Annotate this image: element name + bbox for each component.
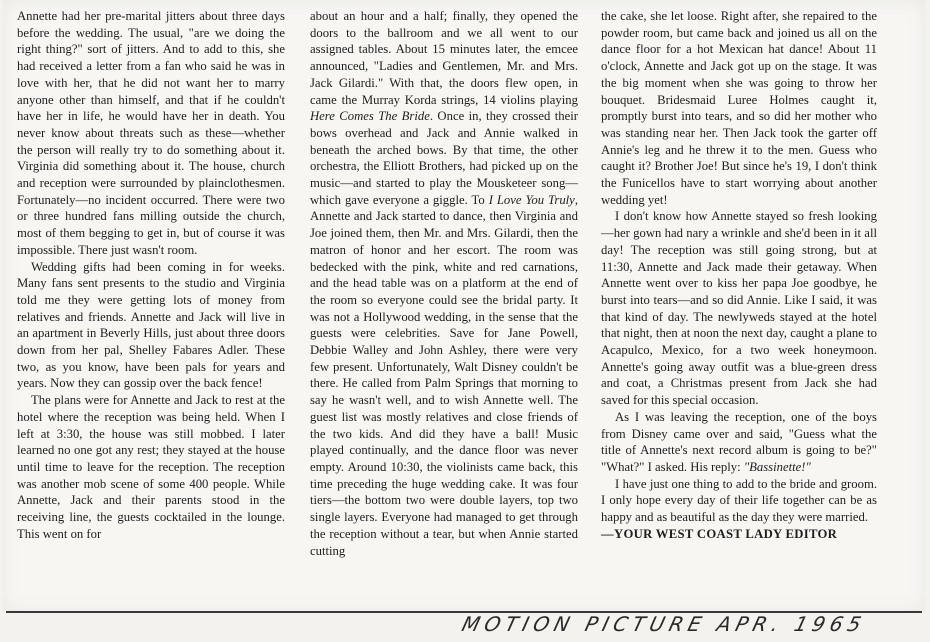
paragraph: I don't know how Annette stayed so fresh looking—her gown had nary a wrinkle and she'd been in it all day! The reception was still going strong, but at 11:30, Annette and Jack made their getaway. When Annette went over to kiss her papa Joe goodbye, he burst into tears—and so did Annie. Like I said, it was that kind of day. The newlyweds stayed at the hotel that night, then at noon the next day, caught a plane to Acapulco, Mexico, for a two week honeymoon. Annette's going away outfit was a blue-green dress and coat, a Christmas present from Jack she had saved for this special occasion. [601,209,877,408]
byline: —YOUR WEST COAST LADY EDITOR [601,526,838,541]
text-run: , Annette and Jack started to dance, then Virginia and Joe joined them, then Mr. and Mrs. Gilardi, then the matron of honor and her escort. The room was bedecked with the pink, white and red carnations, and the head table was on a platform at the end of the room so everyone could see the bridal party. It was not a Hollywood wedding, in the sense that the guests were celebrities. Save for Jane Powell, Debbie Walley and John Ashley, there were very few present. Unfortunately, Walt Disney couldn't be there. He called from Palm Springs that morning to say he wasn't well, and to wish Annette well. The guest list was mostly relatives and close friends of the two kids. And did they have a ball! Music played continually, and the dance floor was never empty. Around 10:30, the violinists came back, this time preceding the huge wedding cake. It was four tiers—the bottom two were double layers, top two single layers. Everyone had managed to get through the reception without a tear, but when Annie started cutting [310,192,578,558]
column-3 [601,8,877,543]
text-run: . Once in, they crossed their bows overhead and Jack and Annie walked in beneath the arched bows. By that time, the other orchestra, the Elliott Brothers, had picked up on the music—and started to play the Mousketeer song—which gave everyone a giggle. To [310,109,578,207]
text-run: about an hour and a half; finally, they opened the doors to the ballroom and we all went to our assigned tables. About 15 minutes later, the emcee announced, "Ladies and Gentlemen, Mr. and Mrs. Jack Gilardi." With that, the doors flew open, in came the Murray Korda strings, 14 violins playing [310,9,578,107]
paragraph [310,8,578,559]
paragraph: Wedding gifts had been coming in for weeks. Many fans sent presents to the studio and Virginia told me they were getting lots of money from relatives and friends. Annette and Jack will live in an apartment in Beverly Hills, just about three doors down from her pal, Shelley Fabares Adler. These two, as you know, have been pals for years and years. Now they can gossip over the back fence! [17,259,285,391]
paragraph: Annette had her pre-marital jitters about three days before the wedding. The usual, "are we doing the right thing?" sort of jitters. And to add to this, she had received a letter from a fan who said he was in love with her, that he did not want her to marry anyone other than himself, and that if he couldn't have her in life, he would have her in death. You never know about threats such as these—whether the person will really try to do something about it. Virginia did something about it. The house, church and reception were surrounded by plainclothesmen. Fortunately—no incident occurred. There were two or three hundred fans milling outside the church, most of them begging to get in, but of course it was impossible. There just wasn't room. [17,9,285,257]
magazine-clipping [3,0,925,612]
text-run: As I was leaving the reception, one of the boys from Disney came over and said, "Guess what the title of Annette's next record album is going to be?" "What?" I asked. His reply: [601,409,877,474]
paragraph: I have just one thing to add to the bride and groom. I only hope every day of their life together can be as happy and as beautiful as the day they were married. [601,476,877,525]
paragraph [601,409,877,476]
paragraph: The plans were for Annette and Jack to rest at the hotel where the reception was being held. When I left at 3:30, the house was still mobbed. I later learned no one got any rest; they stayed at the house until time to leave for the reception. The reception was another mob scene of some 400 people. While Annette, Jack and their parents stood in the receiving line, the guests cocktailed in the lounge. This went on for [17,393,285,541]
paragraph: the cake, she let loose. Right after, she repaired to the powder room, but came back and joined us all on the dance floor for a hot Mexican hat dance! About 11 o'clock, Annette and Jack got up on the stage. It was the big moment when she was going to throw her bouquet. Bridesmaid Luree Holmes caught it, promptly burst into tears, and so did her mother who was standing near her. Then Jack took the garter off Annie's leg and he threw it to the men. Guess who caught it? Brother Joe! But since he's 19, I don't think the Funicellos have to start worrying about another wedding yet! [601,9,877,207]
column-1 [17,8,285,543]
handwritten-source-note: MOTION PICTURE APR. 1965 [459,612,869,636]
quote: "Bassinette!" [743,459,811,474]
column-2 [310,8,578,559]
song-title: Here Comes The Bride [310,109,430,124]
song-title: I Love You Truly [488,192,575,207]
